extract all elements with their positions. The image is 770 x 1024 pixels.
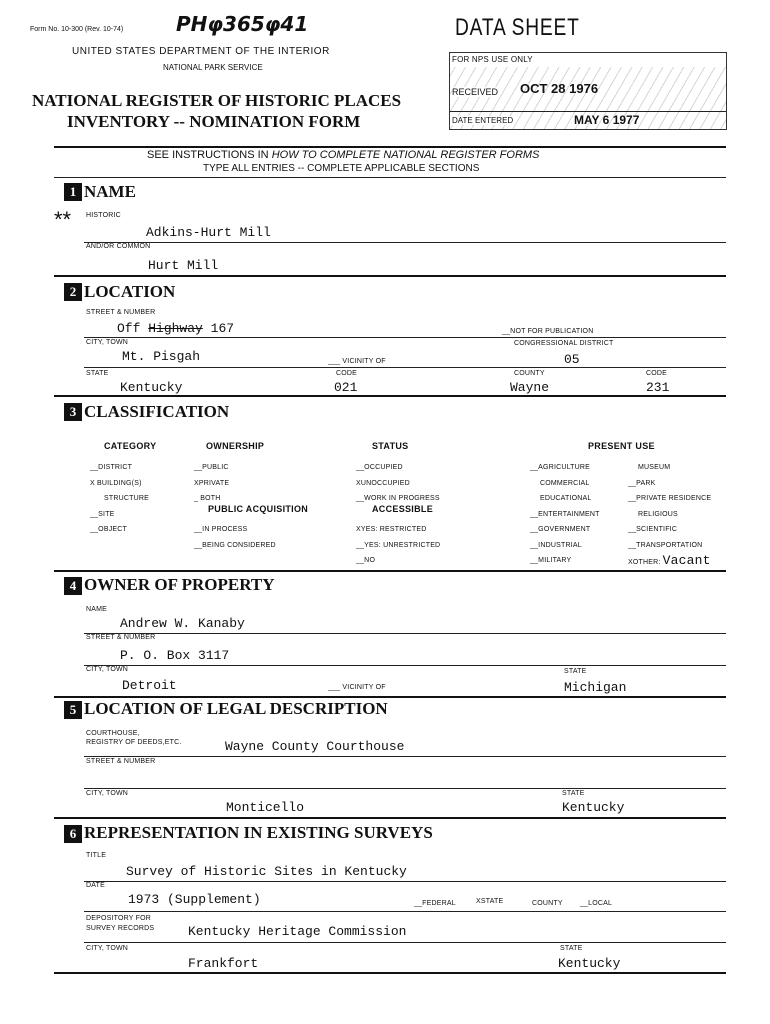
state-option: XSTATE xyxy=(476,898,504,905)
owner-name: Andrew W. Kanaby xyxy=(120,616,245,631)
received-label: RECEIVED xyxy=(452,87,499,97)
depository-label-2: SURVEY RECORDS xyxy=(86,925,155,932)
street-number: 167 xyxy=(210,321,235,336)
option-museum: MUSEUM xyxy=(638,464,671,471)
option-commercial: COMMERCIAL xyxy=(540,479,590,487)
option-scientific: __SCIENTIFIC xyxy=(628,526,678,533)
option-occupied: __OCCUPIED xyxy=(356,464,403,471)
agency-line-2: NATIONAL PARK SERVICE xyxy=(163,63,263,72)
code-label: CODE xyxy=(336,370,358,377)
option-park: __PARK xyxy=(628,479,656,487)
county-code: 231 xyxy=(646,380,670,395)
category-heading: CATEGORY xyxy=(104,441,157,451)
owner-street: P. O. Box 3117 xyxy=(120,648,230,663)
section-3-number: 3 xyxy=(64,403,82,421)
legal-state: Kentucky xyxy=(562,800,625,815)
option-private-residence: __PRIVATE RESIDENCE xyxy=(628,495,712,502)
section-6-title: REPRESENTATION IN EXISTING SURVEYS xyxy=(84,823,433,842)
other-label: XOTHER: xyxy=(628,559,661,566)
legal-city-label: CITY, TOWN xyxy=(86,790,129,797)
option-transportation: __TRANSPORTATION xyxy=(628,541,703,549)
option-agriculture: __AGRICULTURE xyxy=(530,464,591,471)
section-2-number: 2 xyxy=(64,283,82,301)
street-prefix: Off xyxy=(117,321,141,336)
accessible-options xyxy=(356,522,440,569)
status-options xyxy=(356,460,440,507)
date-entered-label: DATE ENTERED xyxy=(452,116,514,125)
section-1-title: NAME xyxy=(84,182,136,201)
form-title-1: NATIONAL REGISTER OF HISTORIC PLACES xyxy=(32,91,402,110)
option-yes-unrestricted: __YES: UNRESTRICTED xyxy=(356,541,441,549)
option-unoccupied: XUNOCCUPIED xyxy=(356,479,410,487)
nps-use-box xyxy=(449,52,727,130)
other-value: Vacant xyxy=(662,553,711,568)
option-buildings: X BUILDING(S) xyxy=(90,479,142,487)
survey-date: 1973 (Supplement) xyxy=(128,892,261,907)
courthouse-label-1: COURTHOUSE, xyxy=(86,730,140,737)
historic-label: HISTORIC xyxy=(86,212,121,219)
acquisition-heading: PUBLIC ACQUISITION xyxy=(208,504,309,514)
agency-line-1: UNITED STATES DEPARTMENT OF THE INTERIOR xyxy=(72,46,330,57)
option-object: __OBJECT xyxy=(90,526,127,533)
present-use-options-2 xyxy=(628,460,711,571)
acquisition-options xyxy=(194,522,276,553)
option-private: XPRIVATE xyxy=(194,479,230,487)
county-code-label: CODE xyxy=(646,370,668,377)
option-educational: EDUCATIONAL xyxy=(540,495,592,502)
survey-state-label: STATE xyxy=(560,945,583,952)
data-sheet-label: DATA SHEET xyxy=(455,14,580,41)
historic-name: Adkins-Hurt Mill xyxy=(146,225,271,240)
option-other xyxy=(628,553,711,571)
handwritten-id: PHφ365φ41 xyxy=(176,12,309,36)
state-label: STATE xyxy=(86,370,109,377)
city-label: CITY, TOWN xyxy=(86,339,129,346)
state-code: 021 xyxy=(334,380,358,395)
street-label: STREET & NUMBER xyxy=(86,309,156,316)
option-military: __MILITARY xyxy=(530,557,572,564)
section-1-number: 1 xyxy=(64,183,82,201)
ownership-options xyxy=(194,460,229,507)
ownership-heading: OWNERSHIP xyxy=(206,441,265,451)
option-structure: STRUCTURE xyxy=(104,495,149,502)
congressional-district: 05 xyxy=(564,352,580,367)
street-struck: Highway xyxy=(148,321,203,336)
present-use-heading: PRESENT USE xyxy=(588,441,655,451)
survey-city-label: CITY, TOWN xyxy=(86,945,129,952)
courthouse-label-2: REGISTRY OF DEEDS,ETC. xyxy=(86,739,182,746)
option-site: __SITE xyxy=(90,510,115,518)
instructions-prefix: SEE INSTRUCTIONS IN xyxy=(147,149,269,161)
survey-date-label: DATE xyxy=(86,882,105,889)
section-3-title: CLASSIFICATION xyxy=(84,402,230,421)
asterisk-mark: ** xyxy=(54,207,72,232)
form-title-2: INVENTORY -- NOMINATION FORM xyxy=(67,112,361,131)
received-value: OCT 28 1976 xyxy=(520,81,599,96)
option-public: __PUBLIC xyxy=(194,464,229,471)
common-label: AND/OR COMMON xyxy=(86,243,151,250)
county-option: COUNTY xyxy=(532,900,563,907)
option-entertainment: __ENTERTAINMENT xyxy=(530,510,600,518)
legal-street-label: STREET & NUMBER xyxy=(86,758,156,765)
section-5-number: 5 xyxy=(64,701,82,719)
survey-title-label: TITLE xyxy=(86,852,107,859)
owner-street-label: STREET & NUMBER xyxy=(86,634,156,641)
section-4-title: OWNER OF PROPERTY xyxy=(84,575,275,594)
courthouse-name: Wayne County Courthouse xyxy=(225,739,405,754)
location-state: Kentucky xyxy=(120,380,183,395)
option-both: _ BOTH xyxy=(194,495,221,502)
option-government: __GOVERNMENT xyxy=(530,526,591,533)
owner-state-label: STATE xyxy=(564,668,587,675)
owner-vicinity: ___ VICINITY OF xyxy=(328,684,386,691)
instructions-line-1 xyxy=(147,149,539,161)
option-no: __NO xyxy=(356,557,376,564)
section-2-title: LOCATION xyxy=(84,282,176,301)
common-name: Hurt Mill xyxy=(148,258,219,273)
date-entered-value: MAY 6 1977 xyxy=(574,113,640,127)
option-work-in-progress: __WORK IN PROGRESS xyxy=(356,495,440,502)
instructions-line-2: TYPE ALL ENTRIES -- COMPLETE APPLICABLE SECTIONS xyxy=(203,163,480,174)
section-6-number: 6 xyxy=(64,825,82,843)
option-religious: RELIGIOUS xyxy=(638,510,678,518)
category-options xyxy=(90,460,149,538)
accessible-heading: ACCESSIBLE xyxy=(372,504,434,514)
section-5-title: LOCATION OF LEGAL DESCRIPTION xyxy=(84,699,388,718)
depository-label-1: DEPOSITORY FOR xyxy=(86,915,152,922)
option-being-considered: __BEING CONSIDERED xyxy=(194,541,276,549)
legal-state-label: STATE xyxy=(562,790,585,797)
section-4-number: 4 xyxy=(64,577,82,595)
district-label: CONGRESSIONAL DISTRICT xyxy=(514,340,614,347)
owner-state: Michigan xyxy=(564,680,627,695)
status-heading: STATUS xyxy=(372,441,409,451)
nps-use-label: FOR NPS USE ONLY xyxy=(452,55,533,64)
local-option: __LOCAL xyxy=(580,900,613,907)
vicinity-label: ___ VICINITY OF xyxy=(328,358,386,365)
federal-option: __FEDERAL xyxy=(414,900,456,907)
survey-state: Kentucky xyxy=(558,956,621,971)
survey-title: Survey of Historic Sites in Kentucky xyxy=(126,864,407,879)
owner-city: Detroit xyxy=(122,678,177,693)
location-city: Mt. Pisgah xyxy=(122,349,201,364)
option-district: __DISTRICT xyxy=(90,464,133,471)
not-for-publication: __NOT FOR PUBLICATION xyxy=(502,328,594,335)
option-in-process: __IN PROCESS xyxy=(194,526,248,533)
instructions-title: HOW TO COMPLETE NATIONAL REGISTER FORMS xyxy=(271,149,540,161)
county-label: COUNTY xyxy=(514,370,545,377)
form-number: Form No. 10-300 (Rev. 10-74) xyxy=(30,26,124,33)
depository-name: Kentucky Heritage Commission xyxy=(188,924,407,939)
legal-city: Monticello xyxy=(226,800,305,815)
present-use-options-1 xyxy=(530,460,600,569)
option-yes-restricted: XYES: RESTRICTED xyxy=(356,526,427,533)
owner-name-label: NAME xyxy=(86,606,108,613)
survey-city: Frankfort xyxy=(188,956,259,971)
location-county: Wayne xyxy=(510,380,550,395)
location-street xyxy=(117,321,234,336)
option-industrial: __INDUSTRIAL xyxy=(530,541,582,549)
owner-city-label: CITY, TOWN xyxy=(86,666,129,673)
